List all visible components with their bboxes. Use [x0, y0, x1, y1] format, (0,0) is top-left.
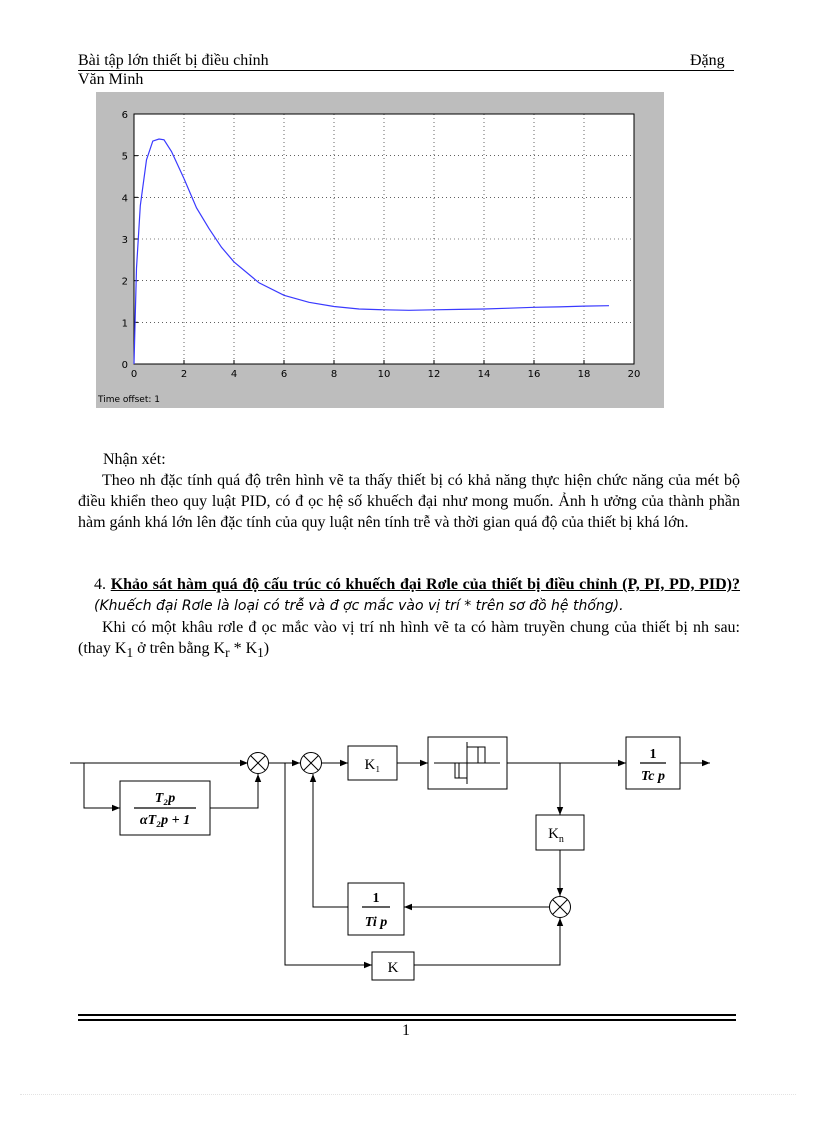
x-tick-label: 16 [527, 369, 541, 380]
time-offset-label: Time offset: 1 [98, 395, 160, 405]
x-tick-label: 6 [280, 369, 288, 380]
header-author-line2: Văn Minh [78, 71, 144, 88]
header-left: Bài tập lớn thiết bị điều chỉnh [78, 52, 269, 69]
remark-block [78, 449, 740, 533]
tc-denominator: Tc p [641, 769, 665, 784]
remark-paragraph: Theo nh đặc tính quá độ trên hình vẽ ta thấy thiết bị có khả năng thực hiện chức năng của mét bộ điều khiển theo quy luật PID, có đ ọc hệ số khuếch đại như mong muốn. Ảnh h ưởng của thành phần hàm gánh khá lớn lên đặc tính của quy luật nên tính trễ và thời gian quá độ của thiết bị khá lớn. [78, 472, 740, 531]
k1-label: K₁ [364, 757, 381, 773]
relay-sub-2: 1 [257, 645, 264, 661]
response-chart [96, 92, 664, 408]
x-tick-label: 20 [627, 369, 641, 380]
header-rule [78, 70, 734, 71]
remark-label: Nhận xét: [103, 451, 166, 468]
relay-sub-1: 1 [126, 645, 134, 661]
ti-to-sum2 [313, 774, 348, 907]
section-note: (Khuếch đại Rơle là loại có trễ và đ ợc mắc vào vị trí * trên sơ đồ hệ thống). [94, 598, 624, 614]
relay-sub-r: r [225, 645, 230, 661]
y-tick-label: 3 [121, 235, 128, 246]
summing-junction-3 [550, 897, 571, 918]
x-tick-label: 14 [477, 369, 491, 380]
relay-paragraph [78, 617, 740, 663]
y-tick-label: 4 [121, 193, 128, 205]
relay-text-b: ở trên bằng K [133, 640, 226, 657]
header-right: Đặng [690, 52, 725, 69]
footer-rule-top [78, 1014, 736, 1016]
kn-main: K [548, 826, 559, 842]
summing-junction-2 [301, 753, 322, 774]
section-number: 4. [94, 576, 106, 593]
ti-denominator: Ti p [364, 915, 388, 930]
y-tick-label: 6 [121, 110, 128, 121]
k-to-sum3 [414, 918, 560, 965]
kn-sub: n [558, 834, 564, 845]
tc-numerator: 1 [649, 747, 657, 762]
x-tick-label: 0 [130, 369, 138, 380]
k-label: K [387, 960, 399, 976]
x-tick-label: 2 [180, 369, 188, 380]
x-tick-label: 10 [377, 369, 391, 380]
section-4 [78, 574, 740, 663]
derivative-to-sum1 [210, 774, 258, 808]
y-tick-label: 2 [121, 276, 128, 288]
summing-junction-1 [248, 753, 269, 774]
page-edge [20, 1094, 796, 1095]
block-diagram [0, 720, 816, 990]
branch-to-derivative [84, 763, 120, 808]
y-tick-label: 1 [121, 318, 128, 330]
y-tick-label: 0 [121, 360, 128, 371]
derivative-numerator: T₂p [154, 791, 176, 806]
y-tick-label: 5 [121, 151, 128, 163]
response-plot [96, 92, 664, 408]
relay-text-d: ) [263, 640, 270, 657]
section-title: Khảo sát hàm quá độ cấu trúc có khuếch đại Rơle của thiết bị điều chỉnh (P, PI, PD, PID)? [110, 576, 741, 593]
relay-text-c: * K [229, 640, 258, 657]
x-tick-label: 8 [330, 369, 338, 380]
derivative-denominator: αT₂p + 1 [139, 813, 191, 828]
footer-rule-bottom [78, 1019, 736, 1021]
ti-numerator: 1 [372, 891, 380, 906]
page-number: 1 [402, 1022, 410, 1039]
x-tick-label: 4 [230, 369, 238, 380]
relay-text-a: Khi có một khâu rơle đ ọc mắc vào vị trí nh hình vẽ ta có hàm truyền chung của thiết bị nh sau: (thay K [78, 619, 740, 657]
x-tick-label: 18 [577, 369, 591, 380]
x-tick-label: 12 [427, 369, 441, 380]
